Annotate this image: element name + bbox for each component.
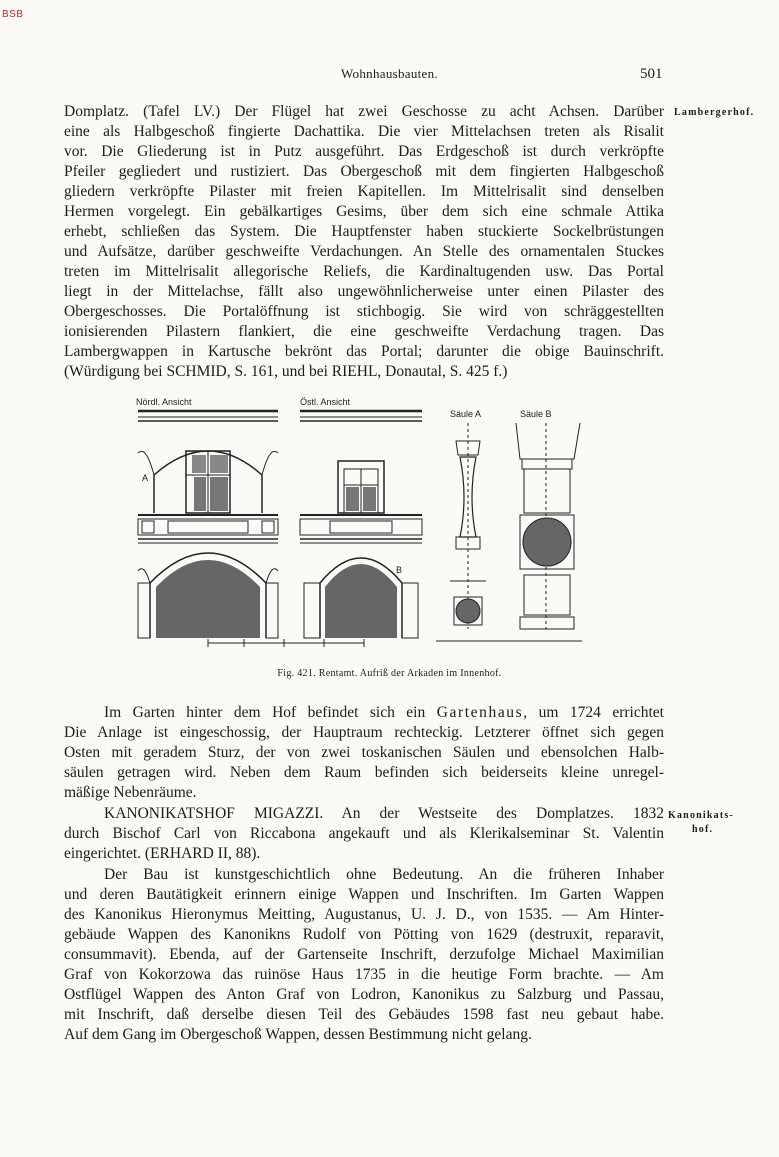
text-line: Der Bau ist kunstgeschichtlich ohne Bedeutung. An die früheren Inhaber — [104, 866, 664, 883]
text-line: eine als Halbgeschoß fingierte Dachattika. Die vier Mittelachsen treten als Risalit — [64, 123, 664, 140]
label-east-view: Östl. Ansicht — [300, 397, 351, 407]
text-line: erhebt, schließen das System. Die Hauptfenster haben stuckierte Sockelbrüstungen — [64, 223, 664, 240]
text-line: ionisierenden Pilastern flankiert, die eine geschweifte Verdachung tragen. Das — [64, 323, 664, 340]
margin-note-lambergerhof: Lambergerhof. — [674, 107, 755, 118]
figure-caption: Fig. 421. Rentamt. Aufriß der Arkaden im Innenhof. — [277, 668, 502, 679]
text-line: gebäude Wappen des Kanonikns Rudolf von Pötting von 1629 (destruxit, reparavit, — [64, 926, 664, 943]
text-line: säulen getragen wird. Neben dem Raum befinden sich beiderseits kleine unregel- — [64, 764, 664, 781]
text-line: Pfeiler gegliedert und rustiziert. Das Obergeschoß mit dem fingierten Halbgeschoß — [64, 163, 664, 180]
text-fragment: , um 1724 errichtet — [523, 704, 664, 721]
paragraph-kanonikatshof — [64, 804, 664, 864]
marker-b: B — [396, 565, 403, 575]
label-north-view: Nördl. Ansicht — [136, 397, 192, 407]
section-heading: KANONIKATSHOF MIGAZZI. — [104, 805, 324, 822]
text-line: mit Inschrift, daß derselbe diesen Teil des Gebäudes 1598 fast neu gebaut habe. — [64, 1006, 664, 1023]
text-line: consummavit). Ebenda, auf der Gartenseite Inschrift, derzufolge Michael Maximilian — [64, 946, 664, 963]
figure-arcade-elevation — [134, 393, 594, 655]
paragraph-description — [64, 865, 664, 1045]
text-line: Hermen vorgelegt. Ein gebälkartiges Gesims, über dem sich eine schmale Attika — [64, 203, 664, 220]
paragraph-lambergerhof — [64, 102, 664, 382]
text-line: und deren Bautätigkeit erinnern einige Wappen und Inschriften. Im Garten Wappen — [64, 886, 664, 903]
text-line — [64, 804, 664, 824]
text-line: gliedern verkröpfte Pilaster mit freien Kapitellen. Im Mittelrisalit sind denselben — [64, 183, 664, 200]
running-head: Wohnhausbauten. — [341, 66, 438, 81]
margin-note-kanonikatshof-2: hof. — [692, 824, 714, 835]
marker-a: A — [142, 473, 149, 483]
text-line: vor. Die Gliederung ist in Putz ausgeführt. Das Erdgeschoß ist durch verkröpfte — [64, 143, 664, 160]
text-line: Domplatz. (Tafel LV.) Der Flügel hat zwei Geschosse zu acht Achsen. Darüber — [64, 103, 664, 120]
text-fragment: Im Garten hinter dem Hof befindet sich ein — [104, 704, 437, 721]
text-fragment: An der Westseite des Domplatzes. 1832 — [323, 805, 664, 822]
spaced-term: Gartenhaus — [436, 704, 524, 721]
elevation-drawing — [134, 393, 594, 655]
text-line: eingerichtet. (ERHARD II, 88). — [64, 845, 261, 862]
text-line: mäßige Nebenräume. — [64, 784, 197, 801]
text-line: liegt in der Mittelachse, fällt also ungewöhnlicherweise unter einen Pilaster des — [64, 283, 664, 300]
page-number: 501 — [640, 66, 663, 82]
text-line: Die Anlage ist eingeschossig, der Hauptraum rechteckig. Letzterer öffnet sich gegen — [64, 724, 664, 741]
text-line: des Kanonikus Hieronymus Meitting, Augustanus, U. J. D., von 1535. — Am Hinter- — [64, 906, 664, 923]
text-line: treten im Mittelrisalit allegorische Reliefs, die Kardinaltugenden usw. Das Portal — [64, 263, 664, 280]
text-line: und Aufsätze, darüber geschweifte Verdachungen. An Stelle des ornamentalen Stuckes — [64, 243, 664, 260]
library-stamp: BSB — [2, 9, 24, 20]
text-line: durch Bischof Carl von Riccabona angekauft und als Klerikalseminar St. Valentin — [64, 825, 664, 842]
text-line: Osten mit geradem Sturz, der von zwei toskanischen Säulen und ebensolchen Halb- — [64, 744, 664, 761]
margin-note-kanonikatshof-1: Kanonikats- — [668, 810, 734, 821]
label-column-b: Säule B — [520, 409, 552, 419]
label-column-a: Säule A — [450, 409, 482, 419]
text-line: Graf von Kokorzowa das ruinöse Haus 1735 in die heutige Form brachte. — Am — [64, 966, 664, 983]
text-line: Obergeschosses. Die Portalöffnung ist stichbogig. Sie wird von schräggestellten — [64, 303, 664, 320]
text-line: Auf dem Gang im Obergeschoß Wappen, dessen Bestimmung nicht gelang. — [64, 1026, 532, 1043]
paragraph-gartenhaus — [64, 703, 664, 803]
text-line: (Würdigung bei SCHMID, S. 161, und bei RIEHL, Donautal, S. 425 f.) — [64, 363, 508, 380]
text-line: Lambergwappen in Kartusche bekrönt das Portal; darunter die obige Bauinschrift. — [64, 343, 664, 360]
text-line: Ostflügel Wappen des Anton Graf von Lodron, Kanonikus zu Salzburg und Passau, — [64, 986, 664, 1003]
text-line — [64, 703, 664, 723]
